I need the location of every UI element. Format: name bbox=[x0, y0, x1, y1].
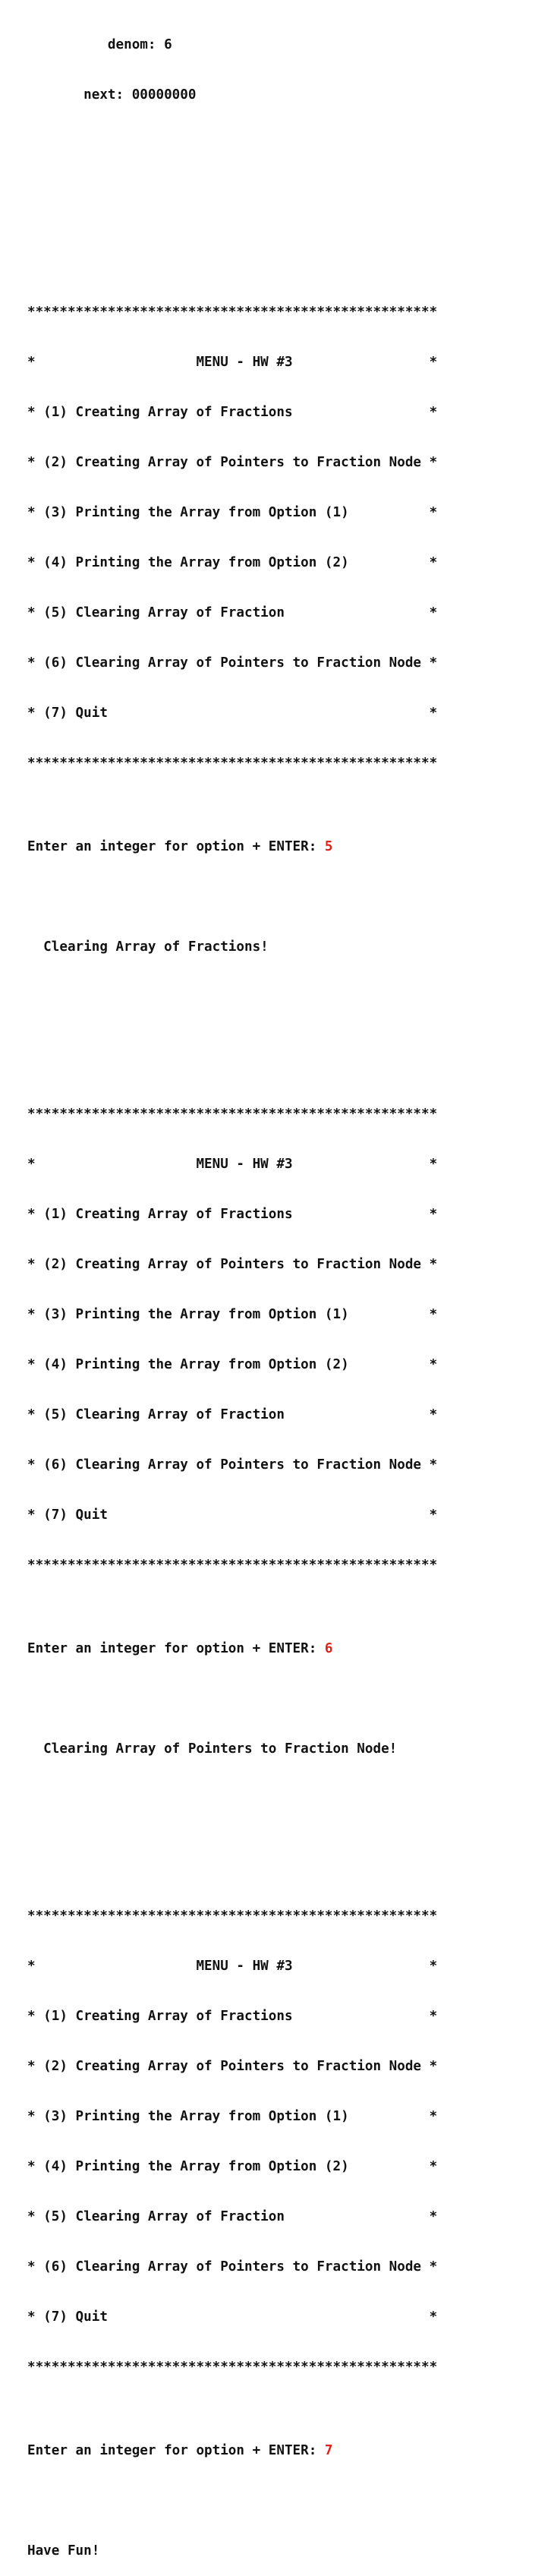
denom-line: denom: 6 bbox=[27, 37, 172, 52]
menu-border-top: *************************************************** bbox=[27, 1908, 438, 1924]
menu-item: * (3) Printing the Array from Option (1) * bbox=[27, 1307, 438, 1322]
menu-item: * (3) Printing the Array from Option (1) * bbox=[27, 2109, 438, 2124]
menu-item: * (3) Printing the Array from Option (1) * bbox=[27, 505, 438, 520]
blank-line bbox=[27, 989, 554, 1005]
menu-item: * (1) Creating Array of Fractions * bbox=[27, 405, 438, 420]
menu-block-2 bbox=[27, 1072, 554, 1607]
menu-block-1 bbox=[27, 270, 554, 805]
prompt-line bbox=[27, 1640, 554, 1657]
menu-title: * MENU - HW #3 * bbox=[27, 1959, 438, 1974]
menu-item: * (1) Creating Array of Fractions * bbox=[27, 1207, 438, 1222]
menu-item: * (5) Clearing Array of Fraction * bbox=[27, 2209, 438, 2224]
prompt-text: Enter an integer for option + ENTER: bbox=[27, 839, 325, 854]
menu-item: * (5) Clearing Array of Fraction * bbox=[27, 1407, 438, 1422]
message-quit: Have Fun! bbox=[27, 2543, 100, 2559]
prompt-text: Enter an integer for option + ENTER: bbox=[27, 1641, 325, 1656]
menu-item: * (7) Quit * bbox=[27, 706, 438, 721]
menu-item: * (2) Creating Array of Pointers to Fraction Node * bbox=[27, 2059, 438, 2074]
blank-line bbox=[27, 187, 554, 204]
user-input: 6 bbox=[324, 1641, 333, 1656]
menu-item: * (7) Quit * bbox=[27, 2309, 438, 2325]
menu-item: * (2) Creating Array of Pointers to Fraction Node * bbox=[27, 455, 438, 470]
menu-item: * (6) Clearing Array of Pointers to Fraction Node * bbox=[27, 2259, 438, 2275]
menu-title: * MENU - HW #3 * bbox=[27, 1157, 438, 1172]
blank-line bbox=[27, 1690, 554, 1707]
menu-item: * (5) Clearing Array of Fraction * bbox=[27, 605, 438, 620]
blank-line bbox=[27, 889, 554, 905]
message-clear-pointers: Clearing Array of Pointers to Fraction Node! bbox=[27, 1741, 398, 1757]
prompt-line bbox=[27, 838, 554, 855]
menu-item: * (1) Creating Array of Fractions * bbox=[27, 2009, 438, 2024]
blank-line bbox=[27, 1791, 554, 1807]
menu-border-bottom: *************************************************** bbox=[27, 2360, 438, 2375]
menu-item: * (4) Printing the Array from Option (2) * bbox=[27, 2159, 438, 2174]
menu-item: * (7) Quit * bbox=[27, 1507, 438, 1523]
blank-line bbox=[27, 137, 554, 153]
prompt-line bbox=[27, 2442, 554, 2459]
menu-item: * (6) Clearing Array of Pointers to Fraction Node * bbox=[27, 1457, 438, 1473]
user-input: 5 bbox=[324, 839, 333, 854]
user-input: 7 bbox=[324, 2443, 333, 2458]
menu-border-top: *************************************************** bbox=[27, 1106, 438, 1122]
blank-line bbox=[27, 2492, 554, 2509]
message-clear-fractions: Clearing Array of Fractions! bbox=[27, 939, 269, 955]
menu-title: * MENU - HW #3 * bbox=[27, 355, 438, 370]
next-line: next: 00000000 bbox=[27, 87, 197, 103]
menu-item: * (4) Printing the Array from Option (2) * bbox=[27, 555, 438, 570]
menu-block-3 bbox=[27, 1874, 554, 2409]
prompt-text: Enter an integer for option + ENTER: bbox=[27, 2443, 325, 2458]
menu-border-bottom: *************************************************** bbox=[27, 1558, 438, 1573]
menu-border-top: *************************************************** bbox=[27, 305, 438, 320]
menu-item: * (6) Clearing Array of Pointers to Fraction Node * bbox=[27, 655, 438, 671]
menu-border-bottom: *************************************************** bbox=[27, 756, 438, 771]
menu-item: * (4) Printing the Array from Option (2) * bbox=[27, 1357, 438, 1372]
menu-item: * (2) Creating Array of Pointers to Fraction Node * bbox=[27, 1257, 438, 1272]
